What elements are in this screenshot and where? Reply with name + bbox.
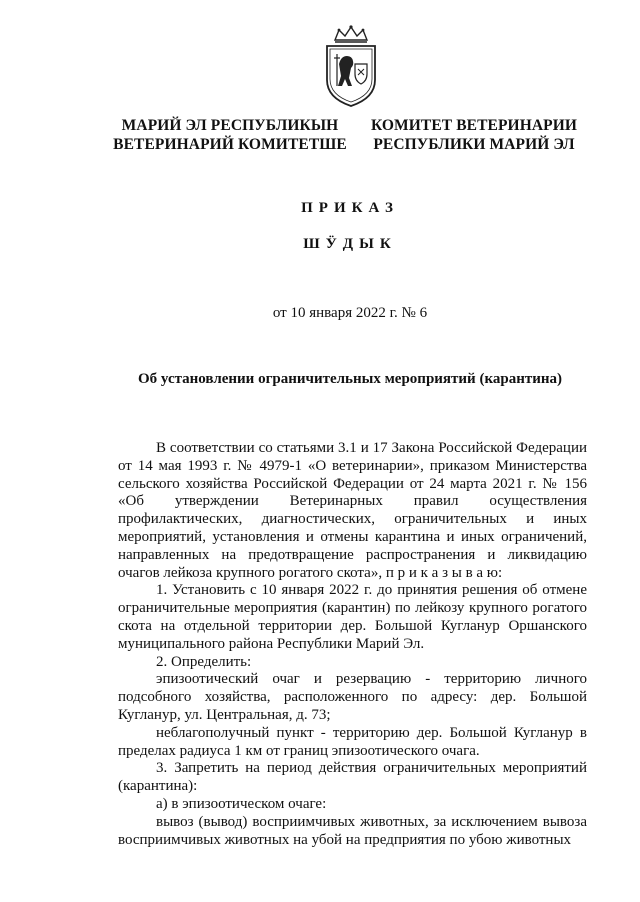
- paragraph-item-2: 2. Определить:: [156, 653, 252, 670]
- paragraph-item-3: 3. Запретить на период действия ограничительных мероприятий (карантина):: [118, 760, 587, 795]
- paragraph-item-3a-text: вывоз (вывод) восприимчивых животных, за исключением вывоза восприимчивых животных на убой на предприятия по убою животных: [118, 813, 587, 848]
- paragraph-preamble: В соответствии со статьями 3.1 и 17 Закона Российской Федерации от 14 мая 1993 г. № 4979-1 «О ветеринарии», приказом Министерства сельского хозяйства Российской Федерации от 24 марта 2021 г. № 156 «Об утверждении Ветеринарных правил осуществления профилактических, диагностических, ограничительных и иных мероприятий, установления и отмены карантина и иных ограничений, направленных на предотвращение распространения и ликвидацию очагов лейкоза крупного рогатого скота», п р и к а з ы в а ю:: [118, 440, 587, 581]
- header-right-line-1: КОМИТЕТ ВЕТЕРИНАРИИ: [370, 117, 578, 134]
- document-title-ru: ПРИКАЗ: [301, 200, 399, 216]
- header-left: [110, 116, 350, 154]
- document-date-number: от 10 января 2022 г. № 6: [272, 305, 428, 321]
- header-left-line-1: МАРИЙ ЭЛ РЕСПУБЛИКЫН: [121, 117, 339, 134]
- header-right-line-2: РЕСПУБЛИКИ МАРИЙ ЭЛ: [373, 136, 575, 153]
- header-left-line-2: ВЕТЕРИНАРИЙ КОМИТЕТШЕ: [113, 136, 347, 153]
- document-title-mari: ШӰДЫК: [303, 236, 397, 252]
- header-right: [366, 116, 582, 154]
- document-subject: Об установлении ограничительных мероприятий (карантина): [137, 371, 562, 387]
- paragraph-item-2-focus: эпизоотический очаг и резервацию - территорию личного подсобного хозяйства, расположенного по адресу: дер. Большой Кугланур, ул. Центральная, д. 73;: [118, 671, 587, 723]
- paragraph-item-2-unsafe-point: неблагополучный пункт - территорию дер. Большой Кугланур в пределах радиуса 1 км от границ эпизоотического очага.: [118, 724, 587, 759]
- paragraph-item-1: 1. Установить с 10 января 2022 г. до принятия решения об отмене ограничительные мероприятия (карантин) по лейкозу крупного рогатого скота на отдельной территории дер. Большой Кугланур Оршанского муниципального района Республики Марий Эл.: [118, 582, 587, 652]
- coat-of-arms-emblem: [321, 24, 381, 108]
- paragraph-item-3a: а) в эпизоотическом очаге:: [156, 795, 327, 812]
- document-body: [118, 440, 587, 849]
